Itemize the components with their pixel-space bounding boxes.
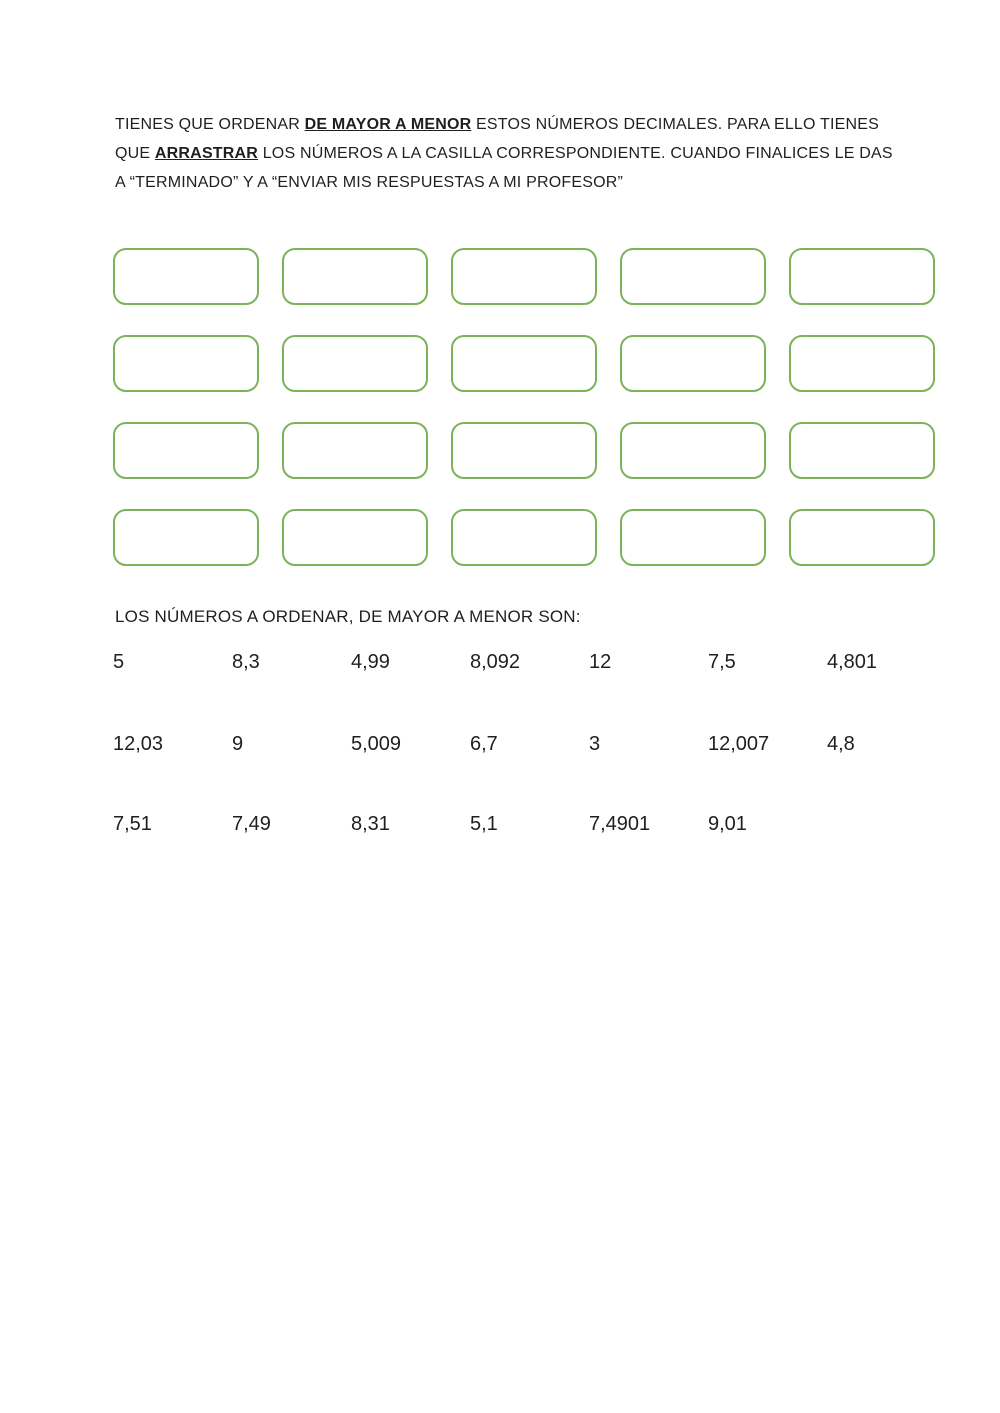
instruction-text: A “TERMINADO” Y A “ENVIAR MIS RESPUESTAS A MI PROFESOR”	[115, 174, 623, 191]
drop-box-r3c4[interactable]	[620, 422, 766, 479]
drop-box-r2c4[interactable]	[620, 335, 766, 392]
draggable-number[interactable]: 7,5	[708, 651, 736, 673]
drop-box-r1c3[interactable]	[451, 248, 597, 305]
instruction-line-3	[115, 168, 945, 197]
drop-box-r4c2[interactable]	[282, 509, 428, 566]
drop-box-r1c5[interactable]	[789, 248, 935, 305]
drop-box-r4c1[interactable]	[113, 509, 259, 566]
drop-box-r2c5[interactable]	[789, 335, 935, 392]
instructions-paragraph	[115, 110, 945, 197]
draggable-number[interactable]: 9	[232, 733, 244, 755]
draggable-number[interactable]: 5	[113, 651, 125, 673]
draggable-number[interactable]: 12	[589, 651, 612, 673]
drop-box-r1c2[interactable]	[282, 248, 428, 305]
drop-box-r2c2[interactable]	[282, 335, 428, 392]
draggable-number[interactable]: 8,092	[470, 651, 521, 673]
numbers-row-3	[113, 812, 946, 836]
instruction-line-1	[115, 110, 945, 139]
drop-grid	[113, 248, 935, 566]
draggable-number[interactable]: 8,31	[351, 813, 390, 835]
instruction-line-2	[115, 139, 945, 168]
drop-box-r3c2[interactable]	[282, 422, 428, 479]
drop-box-r4c5[interactable]	[789, 509, 935, 566]
draggable-number[interactable]: 8,3	[232, 651, 260, 673]
draggable-number[interactable]: 5,1	[470, 813, 498, 835]
draggable-number[interactable]: 7,49	[232, 813, 271, 835]
drop-box-r2c1[interactable]	[113, 335, 259, 392]
instruction-emphasis: DE MAYOR A MENOR	[304, 116, 472, 133]
drop-box-r3c5[interactable]	[789, 422, 935, 479]
instruction-emphasis: ARRASTRAR	[154, 145, 259, 162]
draggable-number[interactable]: 4,8	[827, 733, 855, 755]
drop-box-r3c3[interactable]	[451, 422, 597, 479]
numbers-row-1	[113, 650, 946, 674]
drop-box-r2c3[interactable]	[451, 335, 597, 392]
draggable-number[interactable]: 5,009	[351, 733, 402, 755]
draggable-number[interactable]: 6,7	[470, 733, 498, 755]
draggable-number[interactable]: 12,03	[113, 733, 164, 755]
draggable-number[interactable]: 9,01	[708, 813, 747, 835]
drop-box-r4c4[interactable]	[620, 509, 766, 566]
draggable-number[interactable]: 4,801	[827, 651, 878, 673]
instruction-text: LOS NÚMEROS A LA CASILLA CORRESPONDIENTE. CUANDO FINALICES LE DAS	[258, 145, 893, 162]
instruction-text: QUE	[115, 145, 155, 162]
numbers-heading: LOS NÚMEROS A ORDENAR, DE MAYOR A MENOR SON:	[115, 607, 581, 626]
drop-box-r1c1[interactable]	[113, 248, 259, 305]
instruction-text: ESTOS NÚMEROS DECIMALES. PARA ELLO TIENES	[471, 116, 880, 133]
instruction-text: TIENES QUE ORDENAR	[115, 116, 305, 133]
draggable-number[interactable]: 7,4901	[589, 813, 651, 835]
draggable-number[interactable]: 12,007	[708, 733, 770, 755]
drop-box-r4c3[interactable]	[451, 509, 597, 566]
drop-box-r3c1[interactable]	[113, 422, 259, 479]
drop-box-r1c4[interactable]	[620, 248, 766, 305]
draggable-number[interactable]: 3	[589, 733, 601, 755]
numbers-row-2	[113, 732, 946, 756]
draggable-number[interactable]: 4,99	[351, 651, 390, 673]
draggable-number[interactable]: 7,51	[113, 813, 152, 835]
